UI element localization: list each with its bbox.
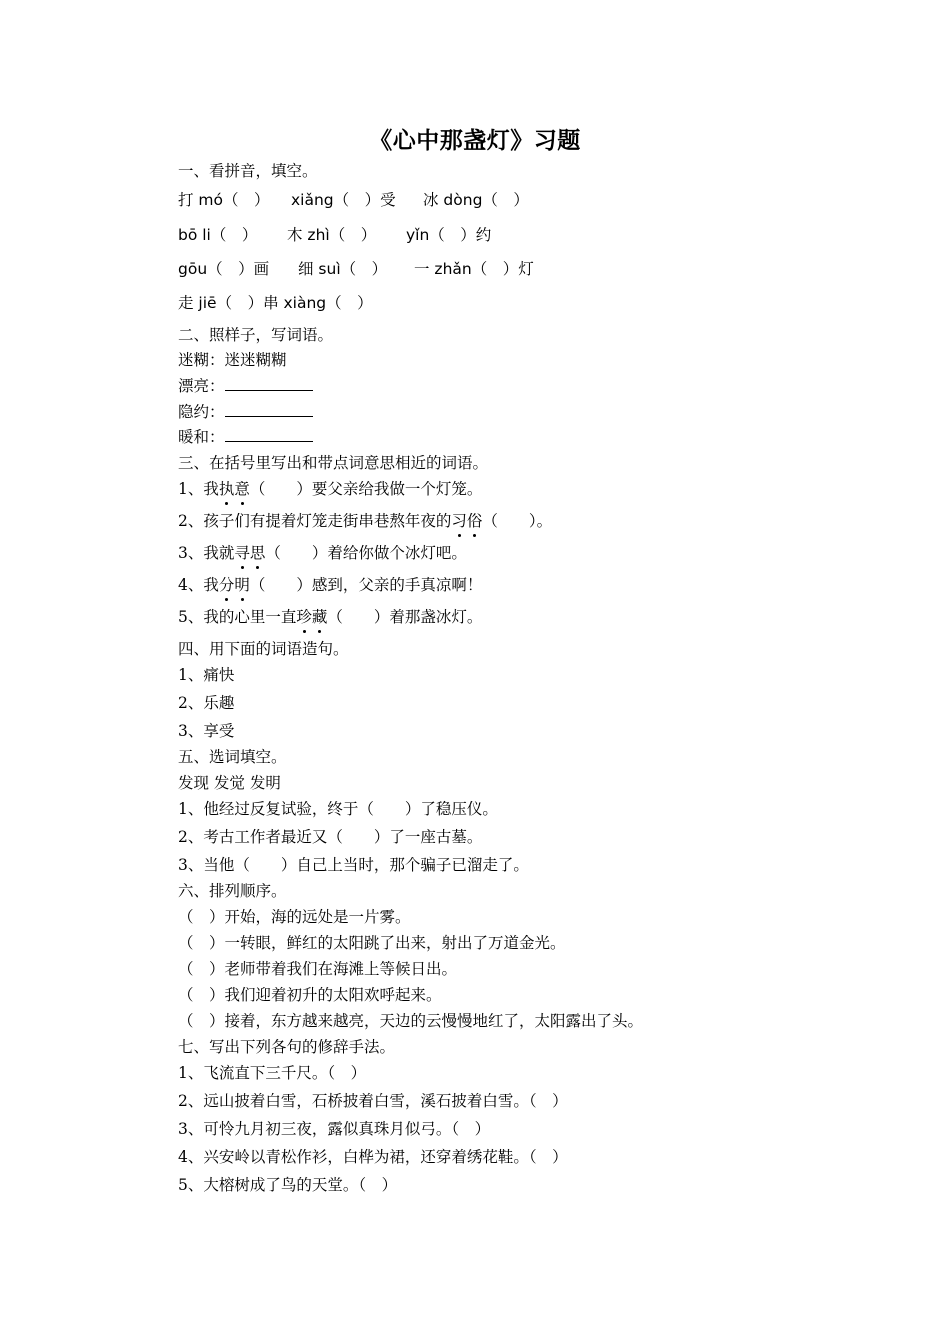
dotted-char: 思 [249,544,266,562]
q-text: （ ）着给你做个冰灯吧。 [265,544,467,562]
question-item [178,575,482,595]
example-word: 迷糊：迷迷糊糊 [178,351,287,369]
list-item: 5、大榕树成了鸟的天堂。（ ） [178,1176,398,1194]
dotted-char: 意 [234,480,250,498]
q-text: （ ）要父亲给我做一个灯笼。 [249,480,483,498]
question-item [178,479,482,499]
list-item: 1、飞流直下三千尺。（ ） [178,1064,367,1082]
dotted-char: 寻 [234,544,250,562]
dotted-char: 俗 [466,512,483,530]
list-item: 1、痛快 [178,666,235,684]
pinyin-row-1 [178,190,529,210]
list-item: （ ）我们迎着初升的太阳欢呼起来。 [178,986,442,1004]
section-6-heading: 六、排列顺序。 [178,882,287,900]
dotted-char: 分 [218,576,235,594]
question-item [178,607,482,627]
q-text: （ ）感到，父亲的手真凉啊！ [249,576,483,594]
q-text: 3、我就 [178,544,235,562]
list-item: 2、远山披着白雪，石桥披着白雪，溪石披着白雪。（ ） [178,1092,568,1110]
pinyin-row-3 [178,259,534,279]
word-item [178,376,313,396]
answer-blank[interactable] [225,376,313,391]
pinyin-row-4 [178,293,373,313]
section-2-heading: 二、照样子，写词语。 [178,326,334,344]
pinyin-row-2 [178,225,491,245]
pinyin-item: 冰 dòng（ ） [423,191,529,209]
word-label: 漂亮： [178,377,225,395]
dotted-char: 藏 [311,608,328,626]
q-text: 4、我 [178,576,219,594]
word-choices: 发现 发觉 发明 [178,774,281,792]
page-title: 《心中那盏灯》习题 [369,127,581,154]
dotted-char: 执 [218,480,235,498]
q-text: 1、我 [178,480,219,498]
list-item: （ ）一转眼，鲜红的太阳跳了出来，射出了万道金光。 [178,934,566,952]
section-7-heading: 七、写出下列各句的修辞手法。 [178,1038,396,1056]
list-item: 1、他经过反复试验，终于（ ）了稳压仪。 [178,800,498,818]
section-3-heading: 三、在括号里写出和带点词意思相近的词语。 [178,454,489,472]
word-item [178,427,313,447]
pinyin-item: yǐn（ ）约 [406,226,492,244]
list-item: （ ）开始，海的远处是一片雾。 [178,908,411,926]
q-text: （ ）。 [482,512,553,530]
section-4-heading: 四、用下面的词语造句。 [178,640,349,658]
list-item: （ ）老师带着我们在海滩上等候日出。 [178,960,458,978]
dotted-char: 明 [234,576,250,594]
pinyin-item: bō li（ ） [178,226,258,244]
pinyin-item: 打 mó（ ） [178,191,270,209]
question-item [178,511,552,531]
section-1-heading: 一、看拼音，填空。 [178,162,318,180]
list-item: 4、兴安岭以青松作衫，白桦为裙，还穿着绣花鞋。（ ） [178,1148,568,1166]
list-item: 3、享受 [178,722,235,740]
dotted-char: 习 [451,512,467,530]
question-item [178,543,467,563]
pinyin-item: 走 jiē（ ）串 xiàng（ ） [178,294,373,312]
list-item: 3、当他（ ）自己上当时，那个骗子已溜走了。 [178,856,529,874]
pinyin-item: xiǎng（ ）受 [291,191,396,209]
q-text: 2、孩子们有提着灯笼走街串巷熬年夜的 [178,512,452,530]
pinyin-item: 细 suì（ ） [298,260,388,278]
word-label: 隐约： [178,403,225,421]
answer-blank[interactable] [225,402,313,417]
pinyin-item: 木 zhì（ ） [287,226,377,244]
dotted-char: 珍 [296,608,312,626]
list-item: 3、可怜九月初三夜，露似真珠月似弓。（ ） [178,1120,491,1138]
q-text: 5、我的心里一直 [178,608,297,626]
pinyin-item: 一 zhǎn（ ）灯 [414,260,534,278]
list-item: （ ）接着，东方越来越亮，天边的云慢慢地红了，太阳露出了头。 [178,1012,644,1030]
answer-blank[interactable] [225,427,313,442]
pinyin-item: gōu（ ）画 [178,260,270,278]
word-item [178,402,313,422]
q-text: （ ）着那盏冰灯。 [327,608,483,626]
word-label: 暖和： [178,428,225,446]
section-5-heading: 五、选词填空。 [178,748,287,766]
list-item: 2、乐趣 [178,694,235,712]
list-item: 2、考古工作者最近又（ ）了一座古墓。 [178,828,483,846]
